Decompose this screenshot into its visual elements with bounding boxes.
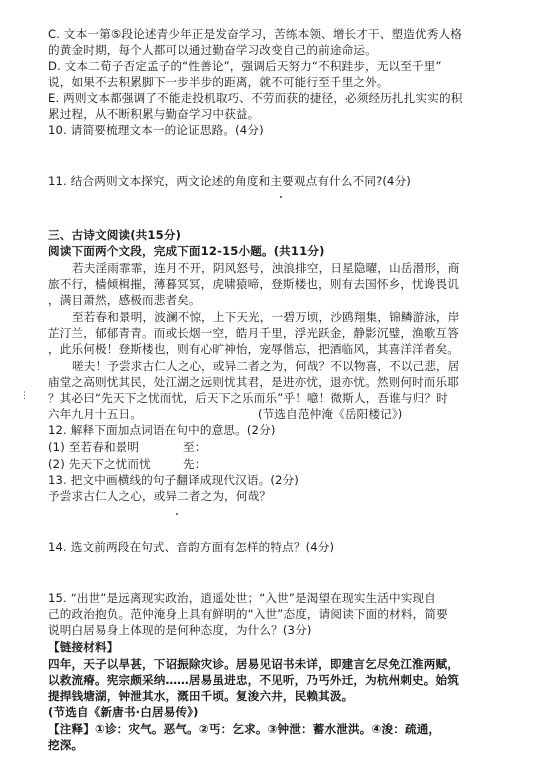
passage-p3-line-1: 嗟夫！予尝求古仁人之心，或异二者之为，何哉？不以物喜，不以己悲，居 [72, 359, 460, 373]
passage-p1-line-1: 若夫淫雨霏霏，连月不开，阴风怒号，浊浪排空，日星隐曜，山岳潜形，商 [72, 261, 460, 275]
q13-sentence: 予尝求古仁人之心，或异二者之为，何哉？ [48, 489, 272, 503]
passage-p3-line-4: 六年九月十五日。 [48, 407, 142, 421]
section-3-heading: 三、古诗文阅读(共15分) [48, 228, 182, 242]
question-13: 13. 把文中画横线的句子翻译成现代汉语。(2分) [48, 473, 299, 487]
passage-p1-line-2: 旅不行，樯倾楫摧，薄暮冥冥，虎啸猿啼，登斯楼也，则有去国怀乡，忧谗畏讥 [48, 277, 460, 291]
option-d-line-2: 说，如果不去积累脚下一步半步的距离，就不可能行至千里之外。 [48, 75, 389, 89]
option-c-line-2: 的黄金时期，每个人都可以通过勤奋学习改变自己的前途命运。 [48, 43, 377, 57]
stray-dot-2 [176, 513, 178, 515]
passage-p3-line-2: 庙堂之高则忧其民，处江湖之远则忧其君，是进亦忧，退亦忧。然则何时而乐耶 [48, 375, 460, 389]
question-12: 12. 解释下面加点词语在句中的意思。(2分) [48, 423, 276, 437]
option-c-line-1: C. 文本一第⑤段论述青少年正是发奋学习，苦练本领、增长才干、塑造优秀人格 [48, 27, 463, 41]
link-material-heading: 【链接材料】 [48, 640, 119, 654]
q12-item-2: (2) 先天下之忧而忧 [48, 457, 151, 471]
q12-item-1-blank: 至： [183, 440, 207, 454]
option-d-line-1: D. 文本二荀子否定孟子的“性善论”，强调后天努力“不积跬步，无以至千里” [48, 59, 442, 73]
material-line-1: 四年，天子以旱甚，下诏振除灾诊。居易见诏书未详，即建言乞尽免江淮两赋， [48, 657, 460, 671]
q12-item-1: (1) 至若春和景明 [48, 440, 140, 454]
stray-dot [280, 196, 282, 198]
question-11: 11. 结合两则文本探究，两文论述的角度和主要观点有什么不同?(4分) [48, 174, 411, 188]
margin-mark: ⋮ [20, 391, 29, 401]
material-line-2: 以救流瘠。宪宗颇采纳……居易虽进忠，不见听，乃丐外迁，为杭州刺史。始筑 [48, 673, 460, 687]
option-e-line-1: E. 两则文本都强调了不能走投机取巧、不劳而获的捷径，必须经历扎扎实实的积 [48, 91, 463, 105]
option-e-line-2: 累过程，从不断积累与勤奋学习中获益。 [48, 107, 260, 121]
notes-line-1: 【注释】①诊：灾气。恶气。②丐：乞求。③钟泄：蓄水泄洪。④浚：疏通， [48, 722, 441, 736]
passage-p2-line-1: 至若春和景明，波澜不惊，上下天光，一碧万顷，沙鸥翔集，锦鳞游泳，岸 [72, 310, 460, 324]
passage-p1-line-3: ，满目萧然，感极而悲者矣。 [48, 293, 201, 307]
question-15-line-2: 己的政治抱负。范仲淹身上具有鲜明的“入世”态度，请阅读下面的材料，简要 [48, 607, 448, 621]
material-line-3: 提捍钱塘湖，钟泄其水，溉田千顷。复浚六井，民赖其汲。 [48, 689, 354, 703]
notes-line-2: 挖深。 [48, 738, 84, 752]
material-source: (节选自《新唐书·白居易传》) [48, 705, 199, 719]
passage-p3-line-3: ？其必曰“先天下之忧而忧，后天下之乐而乐”乎！噫！微斯人，吾谁与归？时 [48, 391, 448, 405]
reading-instruction: 阅读下面两个文段，完成下面12-15小题。(共11分) [48, 244, 325, 258]
question-15-line-3: 说明白居易身上体现的是何种态度，为什么？(3分) [48, 623, 312, 637]
passage-p2-line-3: ，此乐何极！登斯楼也，则有心旷神怡，宠辱偕忘，把酒临风，其喜洋洋者矣。 [48, 342, 460, 356]
q12-item-2-blank: 先： [183, 457, 207, 471]
question-15-line-1: 15. “出世”是远离现实政治，逍遥处世；“入世”是渴望在现实生活中实现自 [48, 591, 436, 605]
passage-source: (节选自范仲淹《岳阳楼记》) [258, 407, 403, 421]
passage-p2-line-2: 芷汀兰，郁郁青青。而或长烟一空，皓月千里，浮光跃金，静影沉璧，渔歌互答 [48, 326, 460, 340]
question-10: 10. 请简要梳理文本一的论证思路。(4分) [48, 123, 264, 137]
question-14: 14. 选文前两段在句式、音韵方面有怎样的特点？(4分) [48, 540, 335, 554]
